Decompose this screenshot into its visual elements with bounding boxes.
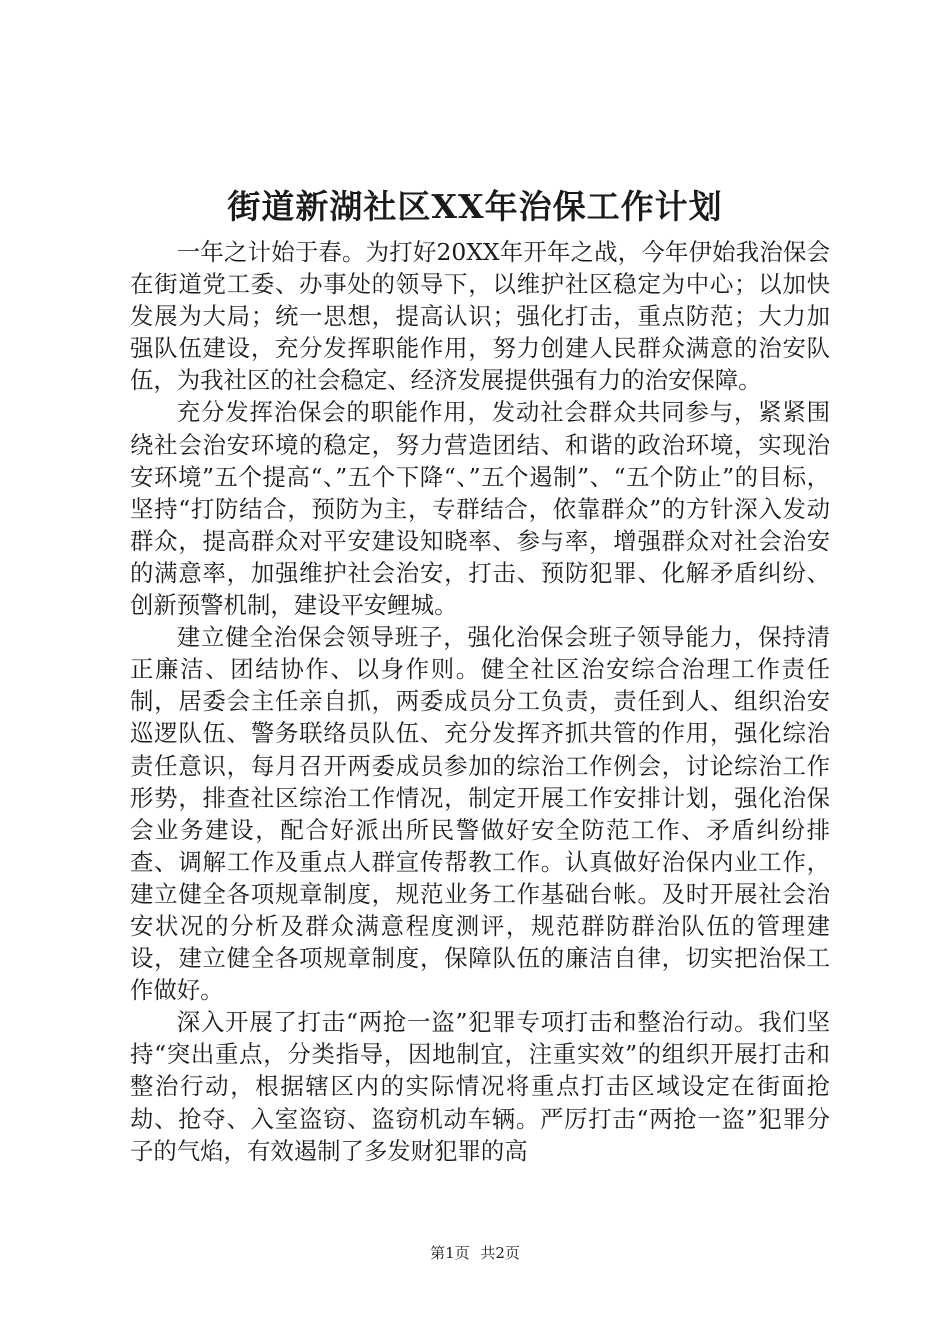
document-title: 街道新湖社区XX年治保工作计划	[227, 187, 723, 226]
document-body	[130, 236, 830, 1167]
paragraph-2: 充分发挥治保会的职能作用，发动社会群众共同参与，紧紧围绕社会治安环境的稳定，努力营造团结、和谐的政治环境，实现治安环境”五个提高“、”五个下降“、”五个遏制”、“五个防止”的目标，坚持“打防结合，预防为主，专群结合，依靠群众”的方针深入发动群众，提高群众对平安建设知晓率、参与率，增强群众对社会治安的满意率，加强维护社会治安，打击、预防犯罪、化解矛盾纠纷、创新预警机制，建设平安鲤城。	[130, 398, 830, 620]
paragraph-3: 建立健全治保会领导班子，强化治保会班子领导能力，保持清正廉洁、团结协作、以身作则。健全社区治安综合治理工作责任制，居委会主任亲自抓，两委成员分工负责，责任到人、组织治安巡逻队伍、警务联络员队伍、充分发挥齐抓共管的作用，强化综治责任意识，每月召开两委成员参加的综治工作例会，讨论综治工作形势，排查社区综治工作情况，制定开展工作安排计划，强化治保会业务建设，配合好派出所民警做好安全防范工作、矛盾纠纷排查、调解工作及重点人群宣传帮教工作。认真做好治保内业工作，建立健全各项规章制度，规范业务工作基础台帐。及时开展社会治安状况的分析及群众满意程度测评，规范群防群治队伍的管理建设，建立健全各项规章制度，保障队伍的廉洁自律，切实把治保工作做好。	[130, 623, 830, 1005]
page-number: 第1页	[430, 1244, 470, 1262]
paragraph-4: 深入开展了打击“两抢一盗”犯罪专项打击和整治行动。我们坚持“突出重点，分类指导，因地制宜，注重实效”的组织开展打击和整治行动，根据辖区内的实际情况将重点打击区域设定在街面抢劫、抢夺、入室盗窃、盗窃机动车辆。严厉打击“两抢一盗”犯罪分子的气焰，有效遏制了多发财犯罪的高	[130, 1008, 830, 1165]
paragraph-1: 一年之计始于春。为打好20XX年开年之战，今年伊始我治保会在街道党工委、办事处的领导下，以维护社区稳定为中心；以加快发展为大局；统一思想，提高认识；强化打击，重点防范；大力加强队伍建设，充分发挥职能作用，努力创建人民群众满意的治安队伍，为我社区的社会稳定、经济发展提供强有力的治安保障。	[130, 238, 830, 395]
page-footer	[0, 1243, 950, 1263]
page-total: 共2页	[480, 1244, 520, 1262]
